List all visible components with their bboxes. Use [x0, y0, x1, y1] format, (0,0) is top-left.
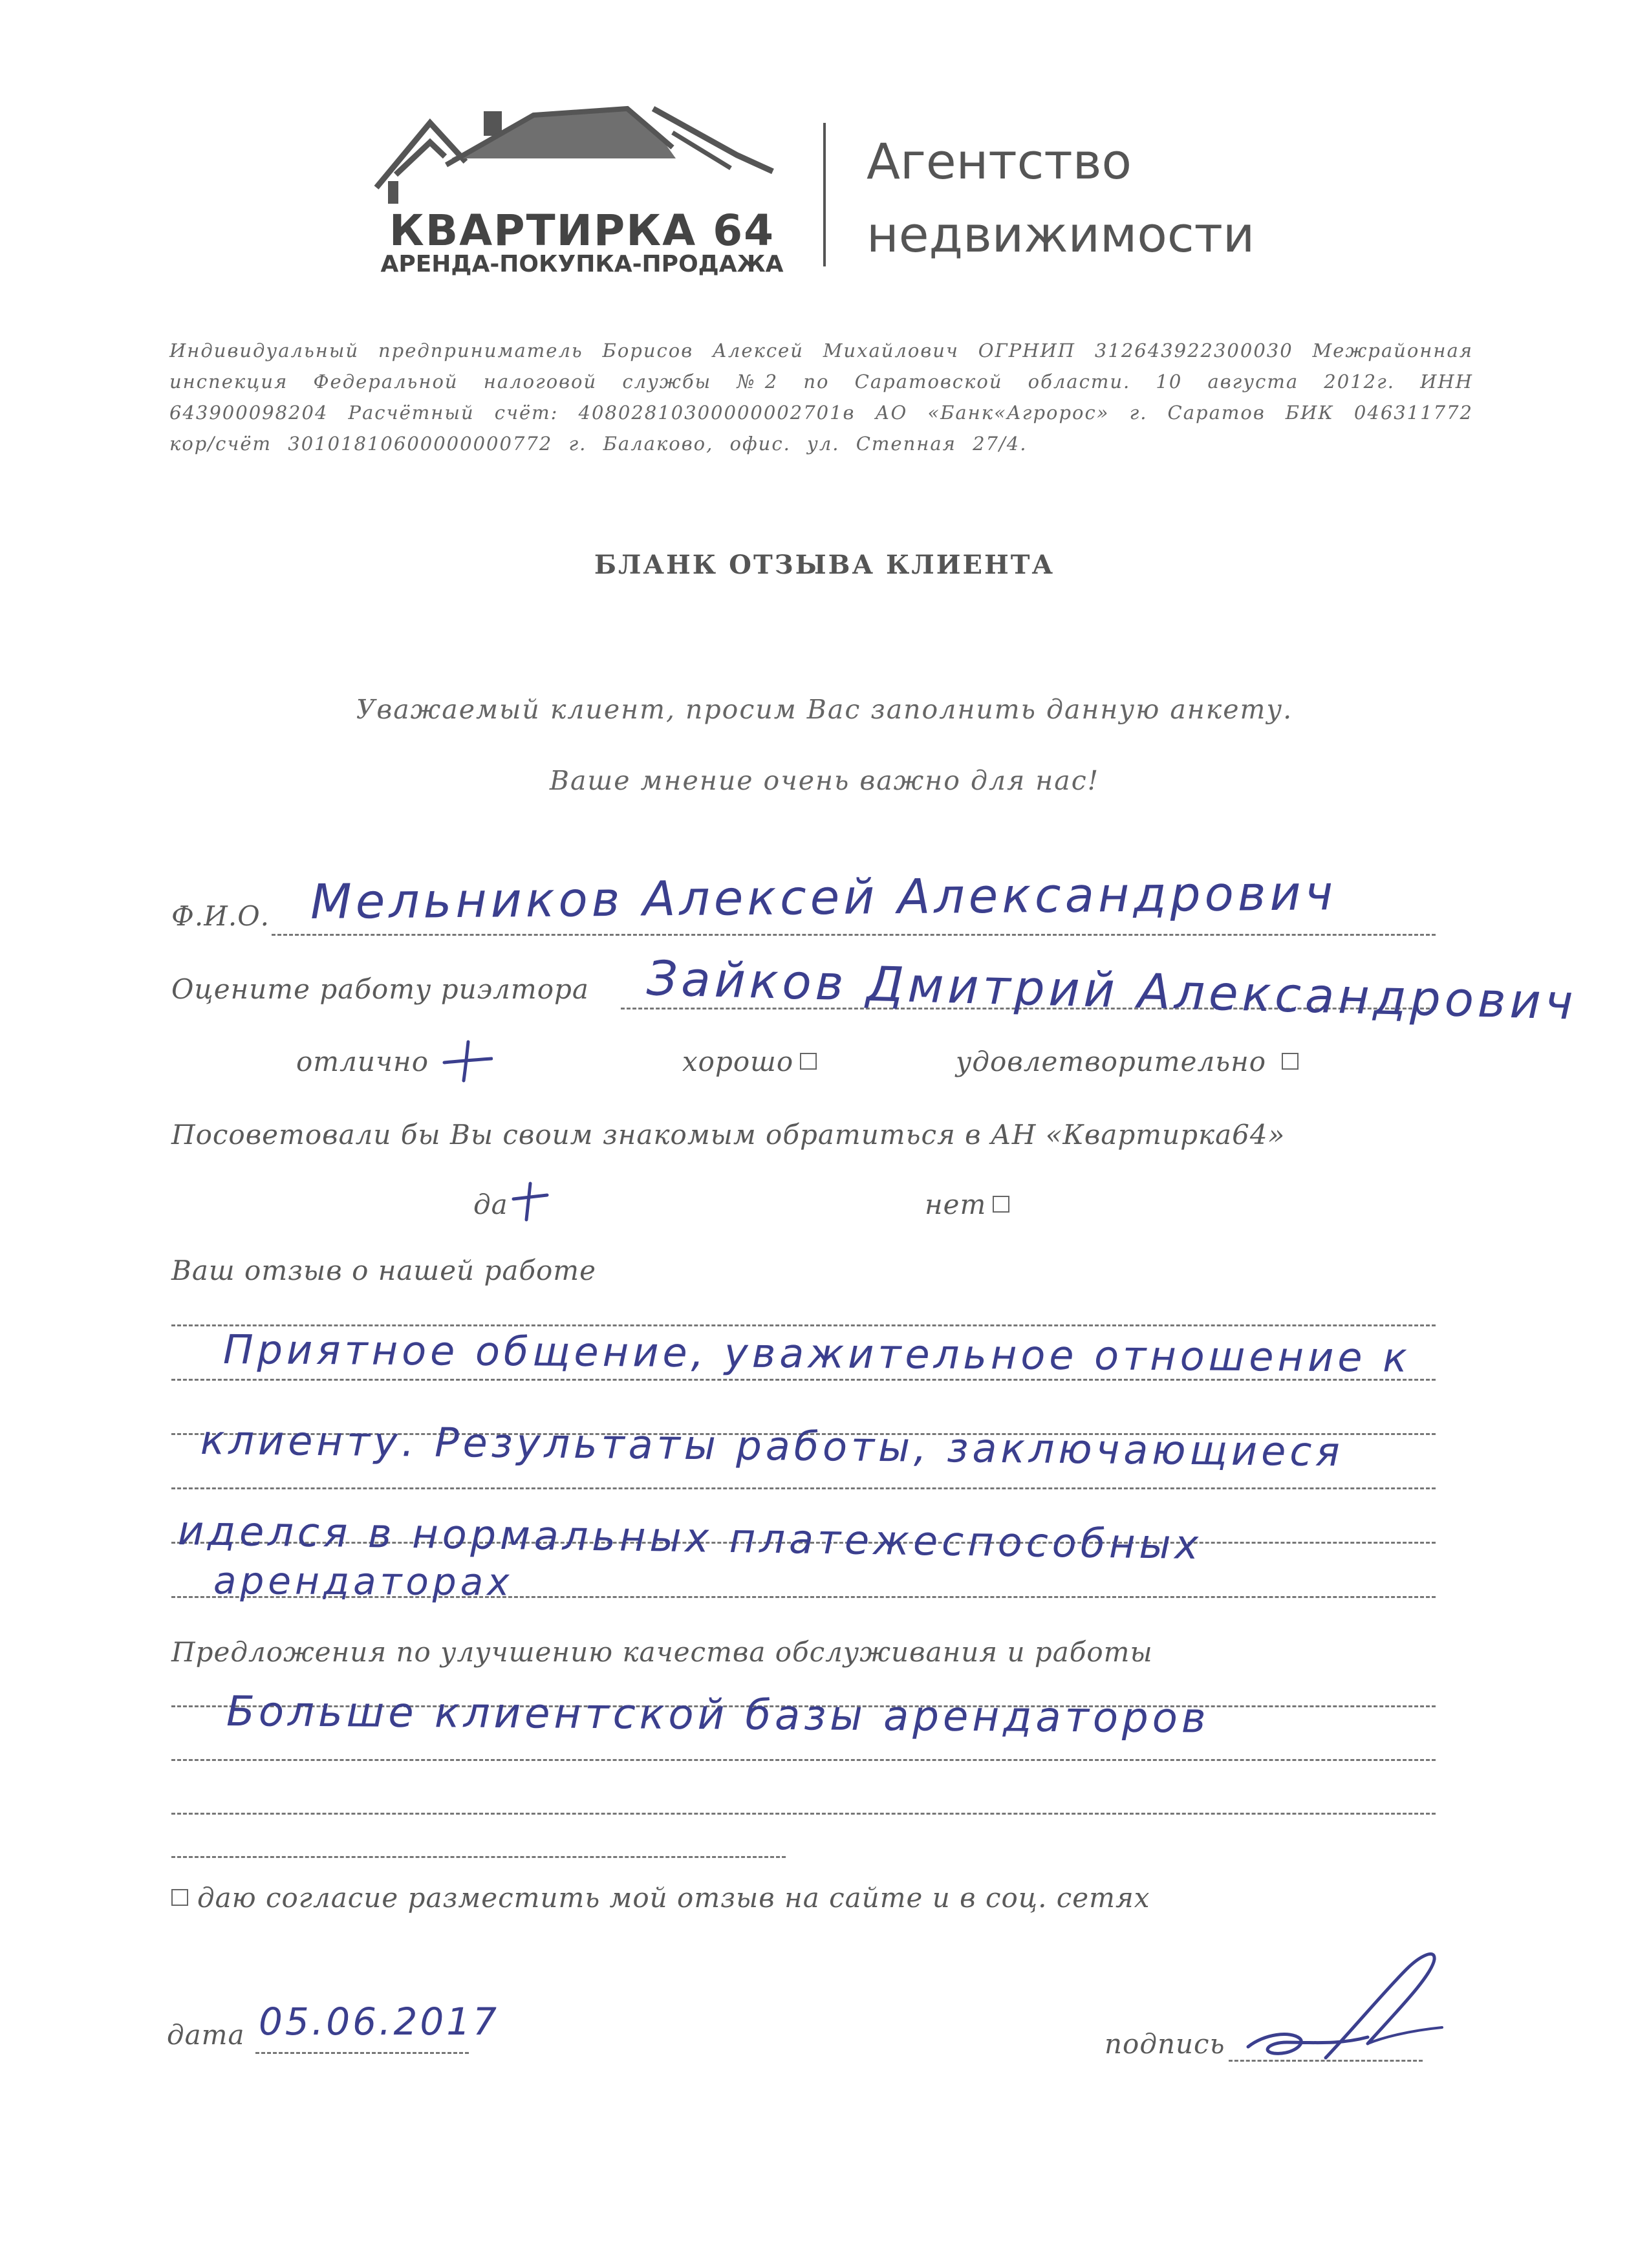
recommend-option-no[interactable] [925, 1189, 1009, 1220]
intro-line-1: Уважаемый клиент, просим Вас заполнить данную анкету. [356, 694, 1293, 725]
company-requisites: Индивидуальный предприниматель Борисов Алексей Михайлович ОГРНИП 312643922300030 Межрайонная инспекция Федеральной налоговой службы №2 по Саратовской области. 10 августа 2012г. ИНН 643900098204 Расчётный счёт: 40802810300000002701в АО «Банк«Агророс» г. Саратов БИК 046311772 кор/счёт 30101810600000000772 г. Балаково, офис. ул. Степная 27/4. [169, 340, 1473, 455]
no-checkbox[interactable] [993, 1196, 1009, 1213]
yes-checkmark-icon [511, 1181, 550, 1222]
recommend-label: Посоветовали бы Вы своим знакомым обратиться в АН «Квартирка64» [171, 1119, 1286, 1150]
consent-checkbox[interactable] [171, 1889, 188, 1906]
excellent-checkmark-icon [441, 1038, 493, 1083]
rating-satisfactory-label: удовлетворительно [956, 1046, 1267, 1077]
logo-divider [823, 123, 826, 266]
rating-option-satisfactory[interactable] [956, 1046, 1299, 1077]
rating-option-excellent[interactable] [296, 1046, 429, 1077]
fio-label: Ф.И.О. [171, 900, 270, 932]
review-text-line-2[interactable]: клиенту. Результаты работы, заключающиеся [200, 1416, 1344, 1476]
realtor-field[interactable]: Зайков Дмитрий Александрович [645, 951, 1578, 1031]
recommend-option-yes[interactable] [473, 1189, 508, 1220]
consent-label: даю согласие разместить мой отзыв на сайте и в соц. сетях [197, 1882, 1150, 1914]
recommend-yes-label: да [473, 1189, 508, 1220]
good-checkbox[interactable] [800, 1053, 817, 1070]
recommend-no-label: нет [925, 1189, 987, 1220]
handwritten-signature[interactable] [1229, 1940, 1474, 2076]
date-underline [255, 2052, 469, 2054]
agency-title-line2: недвижимости [867, 206, 1255, 263]
form-title: БЛАНК ОТЗЫВА КЛИЕНТА [594, 550, 1055, 580]
signature-label: подпись [1105, 2028, 1225, 2060]
satisfactory-checkbox[interactable] [1282, 1053, 1299, 1070]
suggestions-text-line-1[interactable]: Больше клиентской базы арендаторов [226, 1688, 1210, 1743]
suggestions-rule-4 [171, 1856, 786, 1858]
realtor-label: Оцените работу риэлтора [171, 973, 589, 1005]
rating-option-good[interactable] [682, 1046, 817, 1077]
suggestions-label: Предложения по улучшению качества обслуживания и работы [171, 1636, 1153, 1668]
review-text-line-3[interactable]: иделся в нормальных платежеспособных [177, 1507, 1203, 1569]
review-text-line-1[interactable]: Приятное общение, уважительное отношение к [222, 1326, 1411, 1381]
fio-underline [272, 934, 1436, 936]
agency-title-line1: Агентство [867, 133, 1132, 190]
suggestions-rule-2 [171, 1759, 1436, 1761]
review-text-line-4[interactable]: арендаторах [213, 1559, 513, 1604]
rating-excellent-label: отлично [296, 1046, 429, 1077]
intro-line-2: Ваше мнение очень важно для нас! [549, 765, 1100, 796]
date-field[interactable]: 05.06.2017 [259, 2000, 500, 2044]
brand-name: КВАРТИРКА 64 [389, 206, 775, 255]
date-label: дата [167, 2019, 245, 2051]
fio-field[interactable]: Мельников Алексей Александрович [310, 865, 1337, 930]
consent-option[interactable] [171, 1882, 1150, 1914]
rating-good-label: хорошо [682, 1046, 794, 1077]
review-rule-4 [171, 1487, 1436, 1489]
review-label: Ваш отзыв о нашей работе [171, 1255, 596, 1286]
brand-tagline: АРЕНДА-ПОКУПКА-ПРОДАЖА [380, 251, 784, 277]
suggestions-rule-3 [171, 1813, 1436, 1815]
